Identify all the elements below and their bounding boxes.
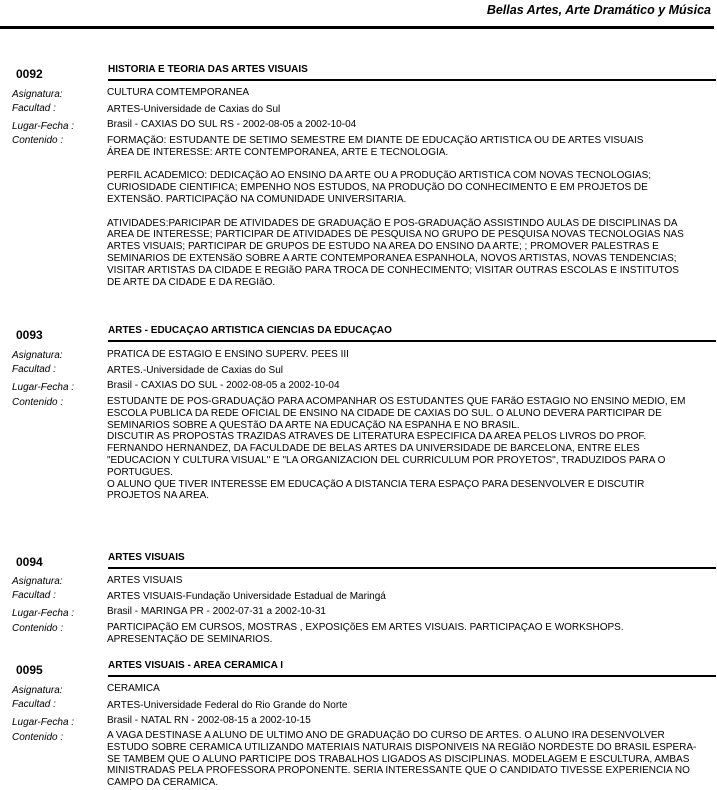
lugar-fecha-value: Brasil - CAXIAS DO SUL RS - 2002-08-05 a 2002-10-04 [107,119,357,130]
page-header [0,0,714,29]
entry-divider [108,675,716,677]
asignatura-value: CERAMICA [107,683,160,694]
entry-number: 0095 [16,663,43,677]
entry-divider [108,340,716,342]
contenido-label: Contenido : [12,732,64,743]
entry-title: ARTES - EDUCAÇAO ARTISTICA CIENCIAS DA EDUCAÇAO [108,325,392,336]
facultad-value: ARTES-Universidade Federal do Rio Grande do Norte [107,700,348,711]
facultad-label: Facultad : [12,103,56,114]
facultad-value: ARTES-Universidade de Caxias do Sul [107,104,281,115]
asignatura-label: Asignatura: [12,89,63,100]
contenido-label: Contenido : [12,397,64,408]
contenido-value: PARTICIPAÇãO EM CURSOS, MOSTRAS , EXPOSIÇõES EM ARTES VISUAIS. PARTICIPAÇAO E WORKSHOPS. APRESENTAÇãO DE SEMINARIOS. [107,622,624,645]
facultad-label: Facultad : [12,364,56,375]
entry-divider [108,567,716,569]
entry-number: 0092 [16,67,43,81]
asignatura-label: Asignatura: [12,350,63,361]
entry-title: ARTES VISUAIS - AREA CERAMICA I [108,660,284,671]
contenido-value: FORMAÇãO: ESTUDANTE DE SETIMO SEMESTRE EM DIANTE DE EDUCAÇãO ARTISTICA OU DE ARTES VISUAIS ÁREA DE INTERESSE: ARTE CONTEMPORANEA, ARTE E TECNOLOGIA. PERFIL ACADEMICO: DEDICAÇãO AO ENSINO DA ARTE OU A PRODUÇãO ARTISTICA COM NOVAS TECNOLOGIAS; CURIOSIDADE CIENTIFICA; EMPENHO NOS ESTUDOS, NA PRODUÇãO DO CONHECIMENTO E EM PROJETOS DE EXTENSãO. PARTICIPAÇãO NA COMUNIDADE UNIVERSITARIA. ATIVIDADES:PARICIPAR DE ATIVIDADES DE GRADUAÇãO E POS-GRADUAÇãO ASSISTINDO AULAS DE DISCIPLINAS DA AREA DE INTERESSE; PARTICIPAR DE ATIVIDADES DE PESQUISA NO GRUPO DE PESQUISA NOVAS TECNOLOGIAS NAS ARTES VISUAIS; PARTICIPAR DE GRUPOS DE ESTUDO NA AREA DO ENSINO DA ARTE; ; PROMOVER PALESTRAS E SEMINARIOS DE EXTENSãO SOBRE A ARTE CONTEMPORANEA ESPANHOLA, NOVOS ARTISTAS, NOVAS TENDENCIAS; VISITAR ARTISTAS DA CIDADE E REGIãO PARA TROCA DE CONHECIMENTO; VISITAR OUTRAS ESCOLAS E INSTITUTOS DE ARTE DA CIDADE E DA REGIãO. [107,135,684,288]
facultad-value: ARTES VISUAIS-Fundação Universidade Estadual de Maringá [107,591,386,602]
facultad-value: ARTES.-Universidade de Caxias do Sul [107,365,284,376]
lugar-fecha-label: Lugar-Fecha : [12,608,75,619]
asignatura-label: Asignatura: [12,576,63,587]
lugar-fecha-label: Lugar-Fecha : [12,121,75,132]
page-title: Bellas Artes, Arte Dramático y Música [486,3,711,17]
asignatura-value: CULTURA COMTEMPORANEA [107,87,250,98]
entry-number: 0094 [16,555,43,569]
contenido-value: A VAGA DESTINASE A ALUNO DE ULTIMO ANO DE GRADUAÇãO DO CURSO DE ARTES. O ALUNO IRA DESENVOLVER ESTUDO SOBRE CERAMICA UTILIZANDO MATERIAIS NATURAIS DISPONIVEIS NA REGIãO NORDESTE DO BRASIL ESPERA- SE TAMBEM QUE O ALUNO PARTICIPE DOS TRABALHOS LIGADOS AS DISCIPLINAS. MODELAGEM E ESCULTURA, AMBAS MINISTRADAS PELA PROFESSORA PROPONENTE. SERIA INTERESSANTE QUE O CANDIDATO TIVESSE EXPERIENCIA NO CAMPO DA CERAMICA. [107,730,697,789]
asignatura-value: ARTES VISUAIS [107,575,183,586]
contenido-value: ESTUDANTE DE POS-GRADUAÇãO PARA ACOMPANHAR OS ESTUDANTES QUE FARãO ESTAGIO NO ENSINO MEDIO, EM ESCOLA PUBLICA DA REDE OFICIAL DE ENSINO NA CIDADE DE CAXIAS DO SUL. O ALUNO DEVERA PARTICIPAR DE SEMINARIOS SOBRE A QUESTãO DA ARTE NA EDUCAÇãO NA ESPANHA E NO BRASIL. DISCUTIR AS PROPOSTAS TRAZIDAS ATRAVES DE LITERATURA ESPECIFICA DA AREA PELOS LIVROS DO PROF. FERNANDO HERNANDEZ, DA FACULDADE DE BELAS ARTES DA UNIVERSIDADE DE BARCELONA, ENTRE ELES "EDUCACION Y CULTURA VISUAL" E "LA ORGANIZACION DEL CURRICULUM POR PROYETOS", TRADUZIDOS PARA O PORTUGUES. O ALUNO QUE TIVER INTERESSE EM EDUCAÇãO A DISTANCIA TERA ESPAÇO PARA DESENVOLVER E DISCUTIR PROJETOS NA AREA. [107,396,686,502]
lugar-fecha-value: Brasil - MARINGA PR - 2002-07-31 a 2002-10-31 [107,606,326,617]
facultad-label: Facultad : [12,699,56,710]
contenido-label: Contenido : [12,623,64,634]
facultad-label: Facultad : [12,590,56,601]
asignatura-label: Asignatura: [12,685,63,696]
lugar-fecha-value: Brasil - CAXIAS DO SUL - 2002-08-05 a 2002-10-04 [107,380,340,391]
contenido-label: Contenido : [12,135,64,146]
asignatura-value: PRATICA DE ESTAGIO E ENSINO SUPERV. PEES III [107,349,349,360]
entry-title: HISTORIA E TEORIA DAS ARTES VISUAIS [108,64,308,75]
lugar-fecha-value: Brasil - NATAL RN - 2002-08-15 a 2002-10-15 [107,715,311,726]
entry-title: ARTES VISUAIS [108,552,185,563]
entry-divider [108,79,716,81]
lugar-fecha-label: Lugar-Fecha : [12,717,75,728]
lugar-fecha-label: Lugar-Fecha : [12,382,75,393]
entry-number: 0093 [16,328,43,342]
